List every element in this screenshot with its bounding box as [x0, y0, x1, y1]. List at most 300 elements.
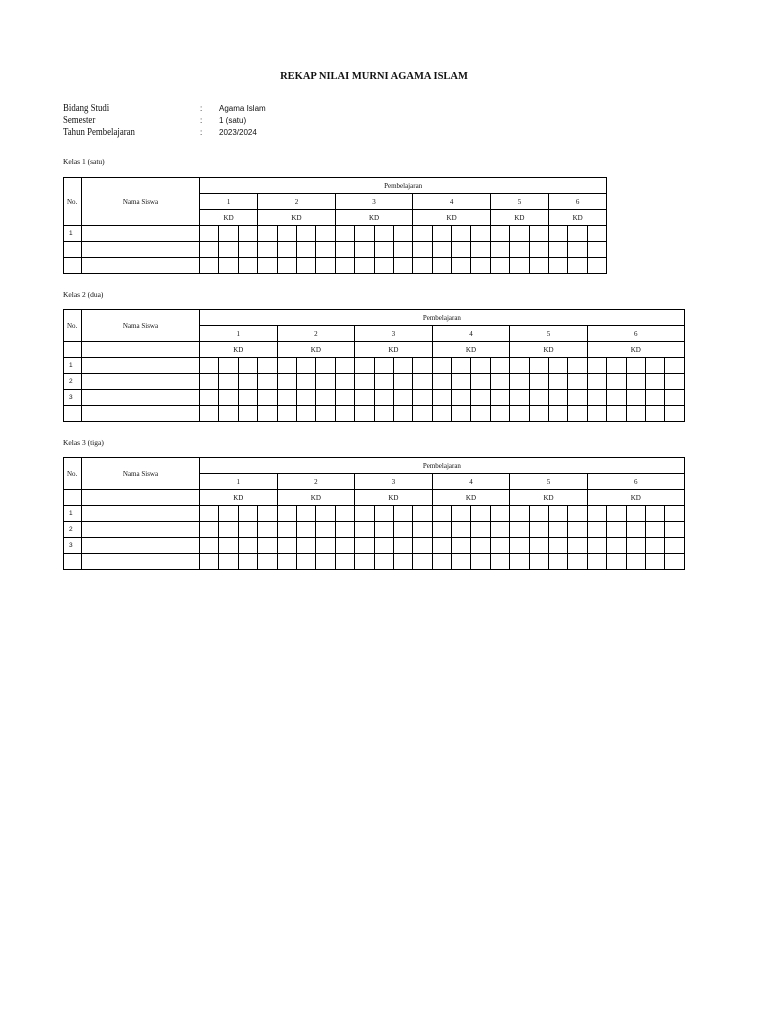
header-nama-siswa: Nama Siswa — [82, 178, 200, 226]
score-cell — [432, 226, 451, 242]
score-cell — [587, 554, 606, 570]
score-cell — [490, 358, 509, 374]
score-cell — [549, 522, 568, 538]
score-cell — [432, 374, 451, 390]
score-cell — [452, 374, 471, 390]
score-cell — [316, 226, 335, 242]
score-cell — [200, 538, 219, 554]
score-cell — [296, 358, 315, 374]
header-kd: KD — [587, 342, 684, 358]
score-cell — [413, 506, 432, 522]
score-cell — [258, 358, 277, 374]
score-cell — [374, 358, 393, 374]
score-cell — [238, 522, 257, 538]
grade-table-kelas-2 — [63, 309, 685, 422]
score-cell — [335, 406, 354, 422]
info-label: Semester — [63, 115, 96, 126]
student-name-cell — [82, 374, 200, 390]
header-kd: KD — [432, 342, 510, 358]
score-cell — [296, 506, 315, 522]
score-cell — [452, 406, 471, 422]
info-label: Tahun Pembelajaran — [63, 127, 135, 138]
score-cell — [587, 522, 606, 538]
score-cell — [393, 406, 412, 422]
score-cell — [335, 554, 354, 570]
score-cell — [452, 522, 471, 538]
score-cell — [219, 554, 238, 570]
score-cell — [374, 258, 393, 274]
score-cell — [510, 226, 529, 242]
info-colon: : — [200, 104, 203, 113]
score-cell — [587, 374, 606, 390]
score-cell — [529, 242, 548, 258]
score-cell — [355, 390, 374, 406]
row-number: 2 — [64, 522, 82, 538]
score-cell — [393, 226, 412, 242]
score-cell — [277, 226, 296, 242]
score-cell — [549, 258, 568, 274]
score-cell — [432, 242, 451, 258]
score-cell — [529, 538, 548, 554]
score-cell — [549, 554, 568, 570]
score-cell — [471, 522, 490, 538]
score-cell — [258, 226, 277, 242]
score-cell — [510, 522, 529, 538]
score-cell — [238, 506, 257, 522]
score-cell — [219, 358, 238, 374]
header-kd: KD — [355, 342, 433, 358]
table-row — [64, 374, 685, 390]
score-cell — [510, 242, 529, 258]
header-kd: KD — [277, 342, 355, 358]
student-name-cell — [82, 390, 200, 406]
score-cell — [568, 538, 587, 554]
table-row — [64, 226, 607, 242]
score-cell — [645, 390, 664, 406]
info-value: 1 (satu) — [219, 116, 247, 125]
score-cell — [587, 506, 606, 522]
score-cell — [374, 506, 393, 522]
score-cell — [626, 554, 645, 570]
score-cell — [510, 506, 529, 522]
score-cell — [335, 390, 354, 406]
score-cell — [277, 358, 296, 374]
score-cell — [219, 406, 238, 422]
header-lesson-1: 1 — [200, 474, 278, 490]
score-cell — [335, 374, 354, 390]
score-cell — [432, 406, 451, 422]
score-cell — [200, 522, 219, 538]
score-cell — [665, 406, 684, 422]
grade-table-kelas-1 — [63, 177, 607, 274]
row-number: 2 — [64, 374, 82, 390]
score-cell — [413, 258, 432, 274]
score-cell — [471, 506, 490, 522]
score-cell — [645, 522, 664, 538]
score-cell — [549, 358, 568, 374]
score-cell — [529, 554, 548, 570]
header-lesson-5: 5 — [490, 194, 548, 210]
score-cell — [510, 374, 529, 390]
table-row — [64, 522, 685, 538]
score-cell — [549, 374, 568, 390]
score-cell — [355, 226, 374, 242]
score-cell — [238, 406, 257, 422]
score-cell — [393, 554, 412, 570]
score-cell — [607, 554, 626, 570]
score-cell — [510, 358, 529, 374]
score-cell — [452, 538, 471, 554]
score-cell — [258, 390, 277, 406]
score-cell — [510, 538, 529, 554]
header-kd: KD — [355, 490, 433, 506]
score-cell — [645, 358, 664, 374]
score-cell — [316, 242, 335, 258]
header-kd: KD — [510, 342, 588, 358]
score-cell — [393, 374, 412, 390]
table-caption-kelas-3: Kelas 3 (tiga) — [63, 438, 104, 447]
score-cell — [355, 406, 374, 422]
score-cell — [510, 554, 529, 570]
header-lesson-4: 4 — [413, 194, 491, 210]
header-no: No. — [64, 458, 82, 490]
score-cell — [258, 374, 277, 390]
score-cell — [432, 554, 451, 570]
score-cell — [296, 390, 315, 406]
score-cell — [238, 390, 257, 406]
table-row — [64, 406, 685, 422]
score-cell — [374, 522, 393, 538]
header-nama-siswa: Nama Siswa — [82, 458, 200, 490]
score-cell — [355, 358, 374, 374]
score-cell — [432, 358, 451, 374]
score-cell — [587, 226, 606, 242]
header-lesson-1: 1 — [200, 326, 278, 342]
score-cell — [607, 390, 626, 406]
score-cell — [200, 226, 219, 242]
score-cell — [549, 506, 568, 522]
info-value: Agama Islam — [219, 104, 266, 113]
score-cell — [413, 358, 432, 374]
score-cell — [413, 390, 432, 406]
header-lesson-2: 2 — [277, 326, 355, 342]
score-cell — [335, 538, 354, 554]
student-name-cell — [82, 506, 200, 522]
score-cell — [568, 522, 587, 538]
table-caption-kelas-1: Kelas 1 (satu) — [63, 157, 105, 166]
score-cell — [568, 226, 587, 242]
score-cell — [355, 242, 374, 258]
row-number: 3 — [64, 538, 82, 554]
header-pembelajaran: Pembelajaran — [200, 458, 685, 474]
score-cell — [607, 522, 626, 538]
table-row — [64, 358, 685, 374]
table-row — [64, 554, 685, 570]
score-cell — [452, 258, 471, 274]
score-cell — [490, 258, 509, 274]
header-lesson-2: 2 — [277, 474, 355, 490]
score-cell — [665, 374, 684, 390]
score-cell — [587, 242, 606, 258]
score-cell — [471, 374, 490, 390]
row-number — [64, 242, 82, 258]
header-kd: KD — [200, 342, 278, 358]
score-cell — [568, 242, 587, 258]
score-cell — [316, 554, 335, 570]
score-cell — [432, 538, 451, 554]
score-cell — [355, 374, 374, 390]
score-cell — [626, 374, 645, 390]
score-cell — [549, 538, 568, 554]
score-cell — [277, 406, 296, 422]
score-cell — [452, 390, 471, 406]
score-cell — [335, 358, 354, 374]
score-cell — [452, 554, 471, 570]
table-row — [64, 258, 607, 274]
score-cell — [413, 554, 432, 570]
score-cell — [587, 258, 606, 274]
header-kd: KD — [335, 210, 413, 226]
score-cell — [529, 406, 548, 422]
score-cell — [413, 538, 432, 554]
score-cell — [490, 538, 509, 554]
score-cell — [626, 406, 645, 422]
score-cell — [355, 522, 374, 538]
score-cell — [374, 406, 393, 422]
score-cell — [529, 258, 548, 274]
score-cell — [568, 374, 587, 390]
score-cell — [490, 374, 509, 390]
score-cell — [355, 258, 374, 274]
score-cell — [665, 358, 684, 374]
score-cell — [549, 242, 568, 258]
row-number — [64, 258, 82, 274]
score-cell — [471, 258, 490, 274]
info-colon: : — [200, 128, 203, 137]
header-kd: KD — [510, 490, 588, 506]
score-cell — [219, 522, 238, 538]
score-cell — [238, 374, 257, 390]
blank-cell — [82, 490, 200, 506]
score-cell — [374, 538, 393, 554]
header-kd: KD — [490, 210, 548, 226]
score-cell — [393, 538, 412, 554]
score-cell — [568, 358, 587, 374]
table-row — [64, 390, 685, 406]
score-cell — [296, 554, 315, 570]
score-cell — [587, 390, 606, 406]
score-cell — [626, 506, 645, 522]
score-cell — [510, 390, 529, 406]
score-cell — [471, 390, 490, 406]
header-lesson-1: 1 — [200, 194, 258, 210]
score-cell — [277, 258, 296, 274]
header-lesson-6: 6 — [549, 194, 607, 210]
score-cell — [219, 390, 238, 406]
score-cell — [393, 522, 412, 538]
score-cell — [413, 374, 432, 390]
blank-cell — [64, 342, 82, 358]
score-cell — [335, 506, 354, 522]
score-cell — [665, 522, 684, 538]
score-cell — [432, 258, 451, 274]
score-cell — [219, 538, 238, 554]
score-cell — [471, 554, 490, 570]
score-cell — [238, 538, 257, 554]
student-name-cell — [82, 406, 200, 422]
score-cell — [258, 554, 277, 570]
score-cell — [665, 506, 684, 522]
header-pembelajaran: Pembelajaran — [200, 310, 685, 326]
score-cell — [316, 522, 335, 538]
score-cell — [258, 538, 277, 554]
score-cell — [587, 406, 606, 422]
score-cell — [490, 554, 509, 570]
score-cell — [355, 538, 374, 554]
score-cell — [238, 242, 257, 258]
score-cell — [490, 506, 509, 522]
row-number: 1 — [64, 226, 82, 242]
score-cell — [626, 538, 645, 554]
grade-table-kelas-3 — [63, 457, 685, 570]
header-lesson-4: 4 — [432, 326, 510, 342]
score-cell — [277, 522, 296, 538]
score-cell — [296, 538, 315, 554]
score-cell — [277, 538, 296, 554]
score-cell — [529, 358, 548, 374]
header-kd: KD — [200, 490, 278, 506]
info-colon: : — [200, 116, 203, 125]
score-cell — [200, 258, 219, 274]
student-name-cell — [82, 522, 200, 538]
student-name-cell — [82, 538, 200, 554]
score-cell — [238, 226, 257, 242]
score-cell — [665, 390, 684, 406]
score-cell — [393, 358, 412, 374]
header-lesson-4: 4 — [432, 474, 510, 490]
header-kd: KD — [413, 210, 491, 226]
score-cell — [219, 242, 238, 258]
score-cell — [258, 522, 277, 538]
score-cell — [316, 390, 335, 406]
header-lesson-6: 6 — [587, 474, 684, 490]
score-cell — [355, 554, 374, 570]
score-cell — [316, 358, 335, 374]
header-kd: KD — [549, 210, 607, 226]
score-cell — [335, 242, 354, 258]
score-cell — [374, 554, 393, 570]
header-lesson-2: 2 — [258, 194, 336, 210]
header-no: No. — [64, 310, 82, 342]
score-cell — [355, 506, 374, 522]
score-cell — [413, 406, 432, 422]
score-cell — [432, 522, 451, 538]
student-name-cell — [82, 554, 200, 570]
score-cell — [200, 554, 219, 570]
score-cell — [471, 406, 490, 422]
score-cell — [568, 554, 587, 570]
score-cell — [393, 390, 412, 406]
score-cell — [607, 406, 626, 422]
score-cell — [277, 374, 296, 390]
score-cell — [645, 374, 664, 390]
header-kd: KD — [200, 210, 258, 226]
blank-cell — [82, 342, 200, 358]
score-cell — [316, 406, 335, 422]
score-cell — [219, 258, 238, 274]
row-number: 3 — [64, 390, 82, 406]
score-cell — [645, 538, 664, 554]
score-cell — [413, 242, 432, 258]
score-cell — [277, 242, 296, 258]
header-lesson-3: 3 — [355, 474, 433, 490]
score-cell — [238, 554, 257, 570]
header-kd: KD — [277, 490, 355, 506]
score-cell — [568, 390, 587, 406]
row-number: 1 — [64, 506, 82, 522]
score-cell — [316, 538, 335, 554]
score-cell — [529, 522, 548, 538]
score-cell — [296, 374, 315, 390]
score-cell — [665, 538, 684, 554]
score-cell — [549, 406, 568, 422]
score-cell — [258, 242, 277, 258]
score-cell — [510, 258, 529, 274]
score-cell — [607, 374, 626, 390]
table-row — [64, 242, 607, 258]
score-cell — [587, 358, 606, 374]
score-cell — [277, 506, 296, 522]
score-cell — [277, 554, 296, 570]
score-cell — [568, 406, 587, 422]
score-cell — [374, 390, 393, 406]
header-lesson-6: 6 — [587, 326, 684, 342]
score-cell — [529, 226, 548, 242]
header-kd: KD — [587, 490, 684, 506]
score-cell — [587, 538, 606, 554]
score-cell — [490, 390, 509, 406]
header-lesson-5: 5 — [510, 474, 588, 490]
table-row — [64, 538, 685, 554]
score-cell — [626, 522, 645, 538]
score-cell — [335, 522, 354, 538]
score-cell — [258, 406, 277, 422]
info-label: Bidang Studi — [63, 103, 110, 114]
score-cell — [452, 358, 471, 374]
score-cell — [238, 258, 257, 274]
score-cell — [529, 374, 548, 390]
score-cell — [490, 226, 509, 242]
score-cell — [200, 406, 219, 422]
document-title: REKAP NILAI MURNI AGAMA ISLAM — [280, 71, 468, 82]
score-cell — [316, 258, 335, 274]
score-cell — [645, 506, 664, 522]
score-cell — [626, 390, 645, 406]
score-cell — [238, 358, 257, 374]
score-cell — [219, 226, 238, 242]
row-number — [64, 406, 82, 422]
score-cell — [335, 258, 354, 274]
score-cell — [393, 506, 412, 522]
score-cell — [471, 226, 490, 242]
score-cell — [645, 554, 664, 570]
row-number: 1 — [64, 358, 82, 374]
score-cell — [374, 226, 393, 242]
score-cell — [471, 242, 490, 258]
header-kd: KD — [258, 210, 336, 226]
score-cell — [432, 390, 451, 406]
score-cell — [432, 506, 451, 522]
